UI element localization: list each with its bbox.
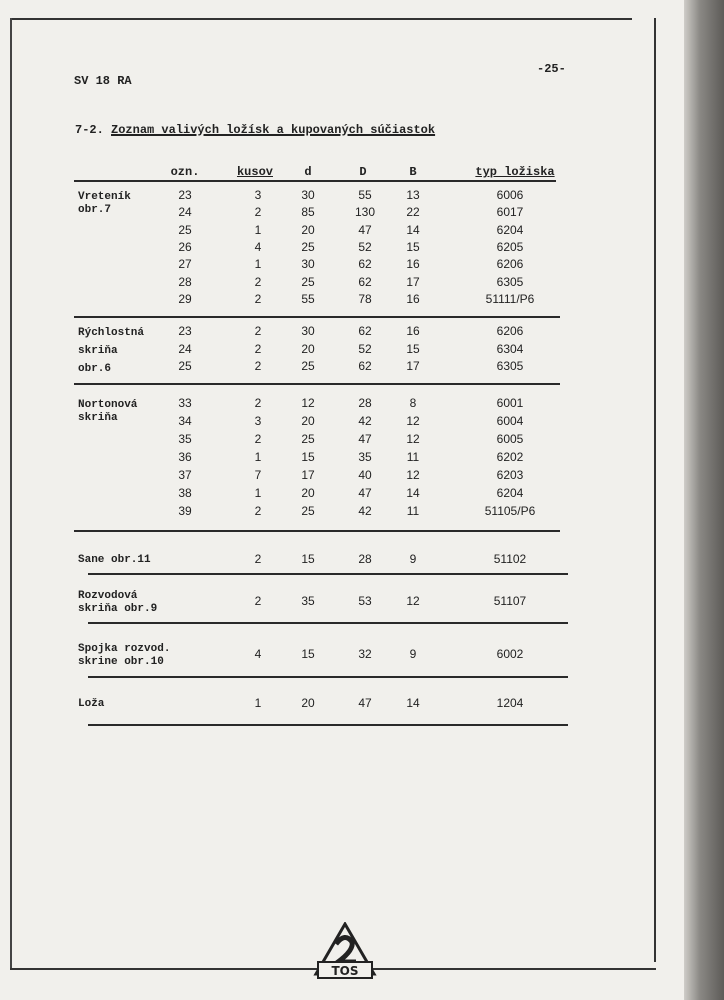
cell-D: 62	[358, 274, 372, 289]
page-number: -25-	[537, 62, 566, 76]
cell-typ: 6002	[496, 647, 524, 661]
cell-kusov: 3	[254, 414, 262, 428]
cell-D: 47	[358, 222, 372, 237]
cell-B: 16	[406, 324, 420, 338]
tos-logo	[312, 922, 378, 982]
cell-typ: 6204	[496, 486, 524, 500]
column-header-typ-loziska: typ ložiska	[475, 165, 555, 179]
cell-ozn: 28	[178, 274, 192, 289]
cell-D: 53	[358, 594, 372, 608]
cell-ozn: 26	[178, 239, 192, 254]
cell-kusov: 4	[254, 239, 262, 254]
cell-D: 62	[358, 324, 372, 338]
section-label: Loža	[78, 698, 105, 710]
cell-typ: 6204	[496, 222, 524, 237]
cell-ozn: 23	[178, 324, 192, 338]
cell-d: 20	[301, 222, 315, 237]
cell-kusov: 2	[254, 432, 262, 446]
section-label: skriňa	[78, 345, 118, 357]
cell-d: 85	[301, 205, 315, 220]
cell-D: 130	[354, 205, 376, 220]
cell-d: 25	[301, 274, 315, 289]
svg-text:TOS: TOS	[331, 964, 359, 978]
cell-B: 22	[406, 205, 420, 220]
frame-border-right	[654, 18, 656, 962]
cell-typ: 6006	[496, 188, 524, 202]
section-label: skrine obr.10	[78, 656, 164, 668]
cell-B: 14	[406, 696, 420, 710]
cell-ozn: 29	[178, 291, 192, 306]
cell-kusov: 1	[254, 222, 262, 237]
cell-d: 20	[301, 486, 315, 500]
cell-ozn: 25	[178, 359, 192, 373]
cell-ozn: 25	[178, 222, 192, 237]
cell-d: 25	[301, 504, 315, 518]
frame-border-top	[10, 18, 632, 20]
cell-ozn: 24	[178, 205, 192, 220]
cell-B: 11	[406, 504, 420, 518]
cell-kusov: 2	[254, 552, 262, 566]
cell-D: 52	[358, 239, 372, 254]
cell-ozn: 33	[178, 396, 192, 410]
cell-kusov: 2	[254, 341, 262, 356]
cell-d: 25	[301, 359, 315, 373]
cell-d: 25	[301, 432, 315, 446]
cell-d: 25	[301, 239, 315, 254]
cell-typ: 6004	[496, 414, 524, 428]
cell-D: 42	[358, 414, 372, 428]
section-title-text: Zoznam valivých ložísk a kupovaných súčiastok	[111, 123, 436, 137]
cell-d: 35	[301, 594, 315, 608]
section-label: skriňa obr.9	[78, 603, 158, 615]
cell-ozn: 38	[178, 486, 192, 500]
cell-D: 28	[358, 552, 372, 566]
cell-B: 17	[406, 359, 420, 373]
cell-ozn: 23	[178, 188, 192, 202]
section-label: Spojka rozvod.	[78, 643, 171, 655]
section-label: skriňa	[78, 412, 118, 424]
cell-D: 62	[358, 257, 372, 272]
cell-d: 15	[301, 450, 315, 464]
cell-kusov: 1	[254, 696, 262, 710]
cell-B: 8	[409, 396, 417, 410]
cell-d: 20	[301, 341, 315, 356]
cell-typ: 51105/P6	[484, 504, 536, 518]
cell-d: 17	[301, 468, 315, 482]
cell-d: 30	[301, 257, 315, 272]
scan-edge-shadow	[684, 0, 724, 1000]
section-rule	[74, 383, 560, 385]
frame-border-left	[10, 18, 12, 968]
cell-typ: 6206	[496, 257, 524, 272]
section-title	[75, 123, 435, 137]
cell-ozn: 24	[178, 341, 192, 356]
section-label: Nortonová	[78, 399, 138, 411]
section-label: Vreteník	[78, 191, 131, 203]
cell-kusov: 2	[254, 594, 262, 608]
cell-d: 30	[301, 188, 315, 202]
column-header-B: B	[409, 165, 417, 179]
cell-typ: 51111/P6	[485, 291, 535, 306]
section-rule	[88, 724, 568, 726]
cell-ozn: 39	[178, 504, 192, 518]
cell-kusov: 1	[254, 486, 262, 500]
section-label: Sane obr.11	[78, 554, 151, 566]
column-header-d: d	[304, 165, 312, 179]
cell-ozn: 27	[178, 257, 192, 272]
cell-D: 47	[358, 696, 372, 710]
cell-D: 28	[358, 396, 372, 410]
cell-kusov: 3	[254, 188, 262, 202]
cell-d: 15	[301, 647, 315, 661]
cell-kusov: 1	[254, 257, 262, 272]
cell-D: 32	[358, 647, 372, 661]
cell-typ: 6005	[496, 432, 524, 446]
cell-D: 52	[358, 341, 372, 356]
cell-kusov: 2	[254, 359, 262, 373]
cell-D: 62	[358, 359, 372, 373]
cell-B: 15	[406, 239, 420, 254]
column-header-ozn: ozn.	[170, 165, 200, 179]
cell-B: 15	[406, 341, 420, 356]
section-label: Rýchlostná	[78, 327, 145, 339]
cell-kusov: 2	[254, 324, 262, 338]
cell-B: 14	[406, 486, 420, 500]
cell-kusov: 2	[254, 205, 262, 220]
cell-typ: 6203	[496, 468, 524, 482]
cell-typ: 6305	[496, 274, 524, 289]
cell-D: 47	[358, 432, 372, 446]
cell-ozn: 34	[178, 414, 192, 428]
cell-kusov: 7	[254, 468, 262, 482]
section-rule	[74, 316, 560, 318]
cell-d: 15	[301, 552, 315, 566]
cell-typ: 6001	[496, 396, 524, 410]
cell-ozn: 37	[178, 468, 192, 482]
cell-kusov: 2	[254, 504, 262, 518]
cell-d: 30	[301, 324, 315, 338]
cell-B: 12	[406, 432, 420, 446]
cell-typ: 6017	[496, 205, 524, 220]
cell-D: 35	[358, 450, 372, 464]
cell-kusov: 2	[254, 291, 262, 306]
cell-typ: 6206	[496, 324, 524, 338]
cell-kusov: 1	[254, 450, 262, 464]
cell-D: 78	[358, 291, 372, 306]
section-label: obr.6	[78, 363, 112, 375]
column-header-D: D	[359, 165, 367, 179]
cell-B: 16	[406, 291, 420, 306]
document-code: SV 18 RA	[74, 74, 132, 88]
cell-B: 11	[406, 450, 420, 464]
cell-d: 20	[301, 696, 315, 710]
cell-B: 12	[406, 468, 420, 482]
cell-typ: 6202	[496, 450, 524, 464]
section-rule	[74, 530, 560, 532]
cell-typ: 6205	[496, 239, 524, 254]
cell-d: 12	[301, 396, 315, 410]
cell-typ: 6305	[496, 359, 524, 373]
cell-D: 55	[358, 188, 372, 202]
cell-kusov: 4	[254, 647, 262, 661]
header-rule	[74, 180, 556, 182]
cell-B: 12	[406, 594, 420, 608]
cell-B: 16	[406, 257, 420, 272]
section-rule	[88, 622, 568, 624]
cell-D: 40	[358, 468, 372, 482]
cell-d: 55	[301, 291, 315, 306]
cell-typ: 51107	[493, 594, 527, 608]
cell-B: 17	[406, 274, 420, 289]
column-header-kusov: kusov	[236, 165, 273, 179]
cell-B: 9	[409, 552, 417, 566]
section-label: obr.7	[78, 204, 112, 216]
cell-typ: 51102	[493, 552, 527, 566]
cell-D: 42	[358, 504, 372, 518]
cell-D: 47	[358, 486, 372, 500]
cell-ozn: 35	[178, 432, 192, 446]
cell-kusov: 2	[254, 396, 262, 410]
section-rule	[88, 676, 568, 678]
section-label: Rozvodová	[78, 590, 138, 602]
cell-B: 13	[406, 188, 420, 202]
cell-B: 12	[406, 414, 420, 428]
section-number: 7-2.	[75, 123, 104, 137]
section-rule	[88, 573, 568, 575]
cell-B: 14	[406, 222, 420, 237]
cell-typ: 6304	[496, 341, 524, 356]
cell-kusov: 2	[254, 274, 262, 289]
cell-ozn: 36	[178, 450, 192, 464]
cell-d: 20	[301, 414, 315, 428]
cell-B: 9	[409, 647, 417, 661]
cell-typ: 1204	[496, 696, 524, 710]
